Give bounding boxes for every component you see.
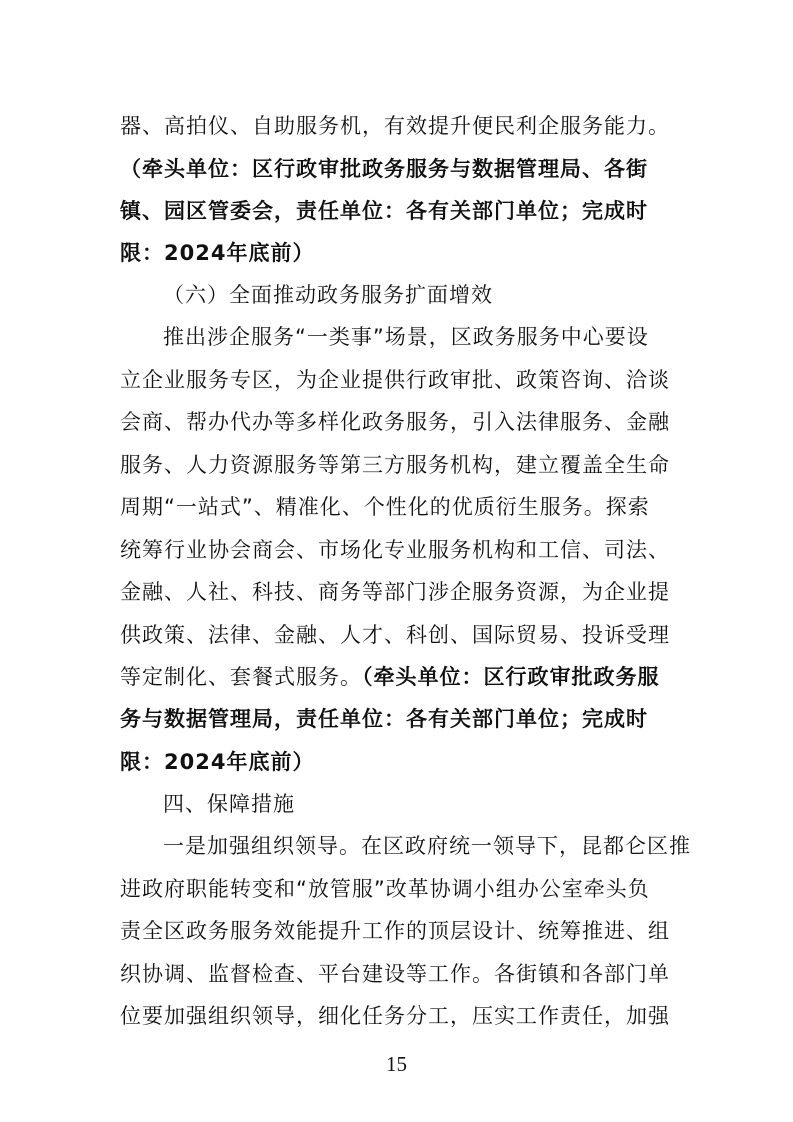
section-heading-4: 四、保障措施: [163, 792, 295, 816]
text-line-12: 金融、人社、科技、商务等部门涉企服务资源，为企业提: [120, 580, 670, 604]
text-line-19: 进政府职能转变和“放管服”改革协调小组办公室牵头负: [120, 877, 650, 901]
section-heading-6: （六）全面推动政务服务扩面增效: [163, 283, 493, 307]
text-line-14-bold: （牵头单位：区行政审批政务服: [362, 665, 660, 689]
text-line-8: 会商、帮办代办等多样化政务服务，引入法律服务、金融: [120, 410, 670, 434]
text-line-22: 位要加强组织领导，细化任务分工，压实工作责任，加强: [120, 1004, 670, 1028]
text-line-16: 限：2024年底前）: [120, 750, 315, 774]
text-line-18: 一是加强组织领导。在区政府统一领导下，昆都仑区推: [163, 834, 691, 858]
text-line-2: （牵头单位：区行政审批政务服务与数据管理局、各街: [120, 157, 648, 181]
text-line-6: 推出涉企服务“一类事”场景，区政务服务中心要设: [163, 325, 649, 349]
text-line-9: 服务、人力资源服务等第三方服务机构，建立覆盖全生命: [120, 453, 670, 477]
page-number: 15: [386, 1052, 407, 1076]
text-line-13: 供政策、法律、金融、人才、科创、国际贸易、投诉受理: [120, 623, 670, 647]
text-line-4: 限：2024年底前）: [120, 241, 315, 265]
text-line-11: 统筹行业协会商会、市场化专业服务机构和工信、司法、: [120, 538, 670, 562]
text-line-7: 立企业服务专区，为企业提供行政审批、政策咨询、洽谈: [120, 368, 670, 392]
text-line-10: 周期“一站式”、精准化、个性化的优质衍生服务。探索: [120, 495, 650, 519]
text-line-21: 织协调、监督检查、平台建设等工作。各街镇和各部门单: [120, 962, 670, 986]
text-line-14-normal: 等定制化、套餐式服务。: [120, 665, 362, 689]
text-line-3: 镇、园区管委会，责任单位：各有关部门单位；完成时: [120, 199, 648, 223]
text-line-1: 器、高拍仪、自助服务机，有效提升便民利企服务能力。: [120, 114, 670, 138]
text-line-20: 责全区政务服务效能提升工作的顶层设计、统筹推进、组: [120, 919, 670, 943]
text-line-14: [120, 663, 680, 691]
text-line-15: 务与数据管理局，责任单位：各有关部门单位；完成时: [120, 707, 648, 731]
